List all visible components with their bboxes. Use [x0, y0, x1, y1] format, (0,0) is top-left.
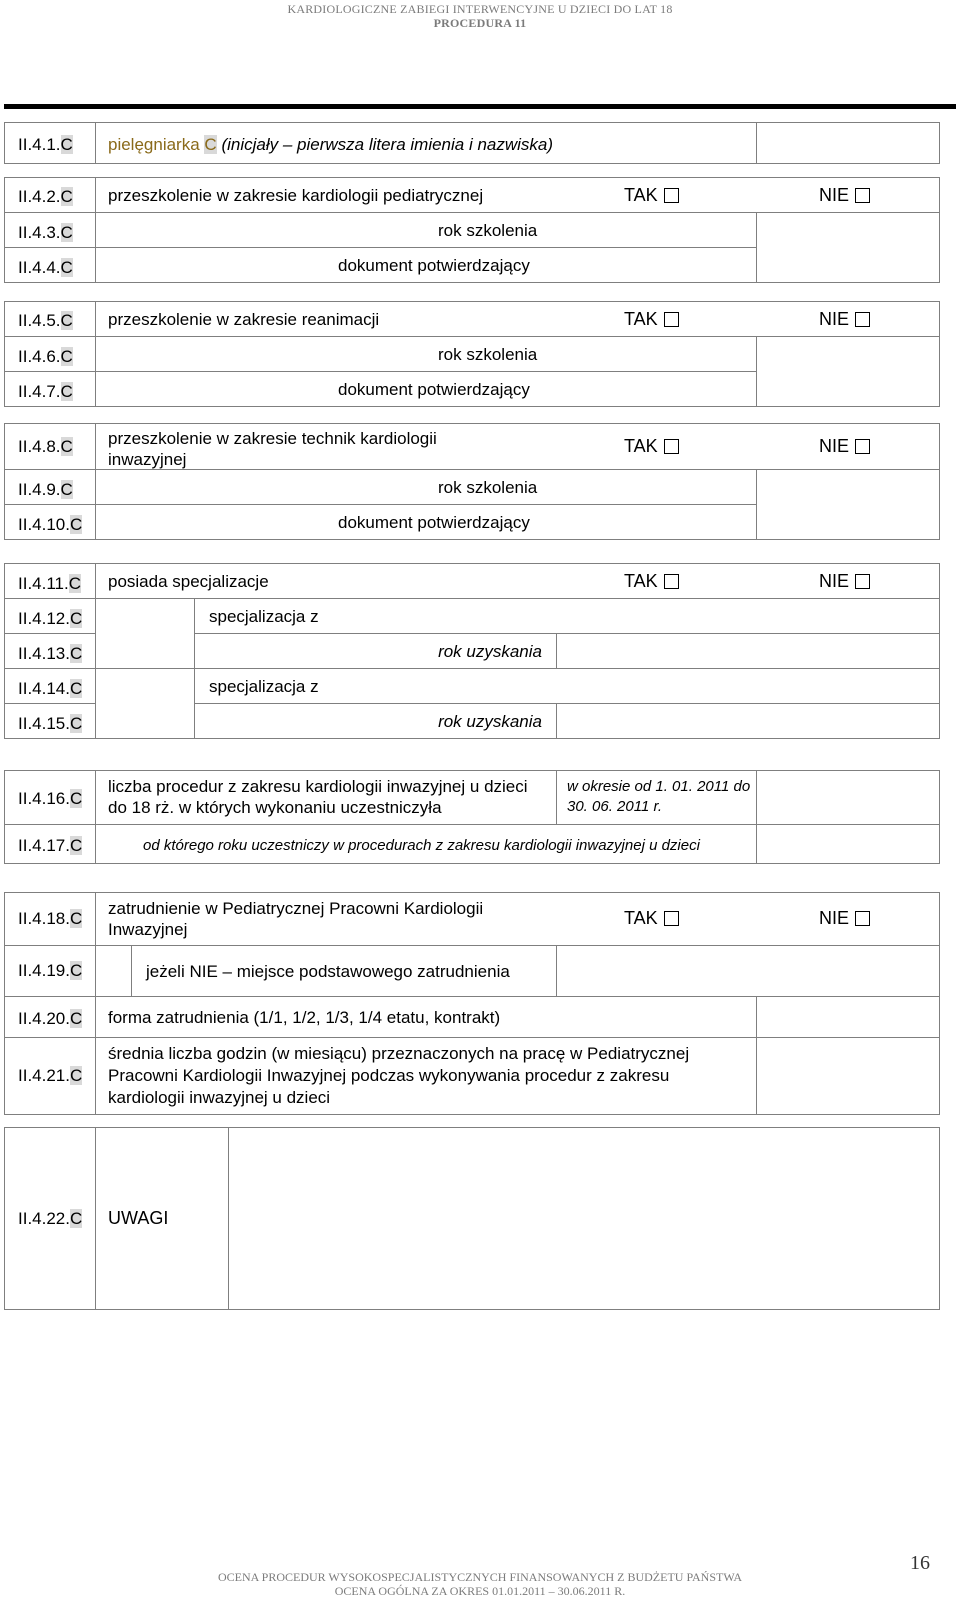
code-cell [4, 1037, 96, 1115]
no-option[interactable]: NIE [819, 436, 870, 457]
spacer-cell [95, 945, 132, 997]
period-cell [556, 770, 757, 825]
year-obtained-label: rok uzyskania [438, 712, 542, 731]
year-obtained-cell [194, 633, 557, 669]
code-label: II.4.4.C [18, 258, 73, 277]
main-employment-field[interactable] [556, 945, 940, 997]
code-label: II.4.17.C [18, 836, 83, 855]
doc-confirm-cell [95, 504, 757, 540]
training-year-label: rok szkolenia [438, 478, 538, 497]
code-label: II.4.16.C [18, 789, 83, 808]
doc-confirm-label: dokument potwierdzający [338, 256, 530, 275]
code-cell [4, 301, 96, 337]
doc-confirm-label: dokument potwierdzający [338, 380, 530, 399]
no-option[interactable]: NIE [819, 185, 870, 206]
employment-label: zatrudnienie w Pediatrycznej Pracowni Kardiologii Inwazyjnej [108, 899, 484, 939]
code-label: II.4.5.C [18, 311, 73, 330]
remarks-field[interactable] [228, 1127, 940, 1310]
code-label: II.4.11.C [18, 574, 81, 593]
checkbox-icon[interactable] [855, 911, 870, 926]
if-no-cell [131, 945, 557, 997]
spacer-cell [95, 598, 195, 669]
training-year-cell [95, 212, 757, 248]
avg-hours-label: średnia liczba godzin (w miesiącu) przeznaczonych na pracę w Pediatrycznej Pracowni Kardiologii Inwazyjnej podczas wykonywania procedur z zakresu kardiologii inwazyjnej u dzieci [108, 1044, 690, 1107]
no-option[interactable]: NIE [819, 309, 870, 330]
no-option[interactable]: NIE [819, 571, 870, 592]
checkbox-icon[interactable] [664, 574, 679, 589]
training-value-field[interactable] [756, 336, 940, 407]
training-reanimation-cell [95, 301, 940, 337]
training-year-label: rok szkolenia [438, 221, 538, 240]
checkbox-icon[interactable] [664, 188, 679, 203]
since-year-label: od którego roku uczestniczy w procedurach z zakresu kardiologii inwazyjnej u dzieci [143, 837, 700, 854]
header-title: KARDIOLOGICZNE ZABIEGI INTERWENCYJNE U DZIECI DO LAT 18 [287, 2, 673, 16]
header-procedure: PROCEDURA 11 [433, 16, 527, 30]
nurse-cell [95, 122, 757, 164]
year-obtained-field[interactable] [556, 703, 940, 739]
code-label: II.4.20.C [18, 1009, 83, 1028]
code-cell [4, 247, 96, 283]
employment-form-cell [95, 996, 757, 1038]
code-label: II.4.14.C [18, 679, 83, 698]
code-label: II.4.12.C [18, 609, 83, 628]
doc-confirm-cell [95, 247, 757, 283]
code-label: II.4.13.C [18, 644, 83, 663]
code-cell [4, 824, 96, 864]
avg-hours-cell [95, 1037, 757, 1115]
employment-form-field[interactable] [756, 996, 940, 1038]
code-label: II.4.2.C [18, 187, 73, 206]
yes-option[interactable]: TAK [624, 571, 679, 592]
code-cell [4, 668, 96, 704]
code-cell [4, 212, 96, 248]
training-year-cell [95, 469, 757, 505]
training-value-field[interactable] [756, 212, 940, 283]
procedures-count-field[interactable] [756, 770, 940, 825]
code-cell [4, 423, 96, 470]
remarks-label-cell [95, 1127, 229, 1310]
specialization-label: specjalizacja z [209, 607, 319, 626]
specialization-label: specjalizacja z [209, 677, 319, 696]
yes-option[interactable]: TAK [624, 908, 679, 929]
code-cell [4, 945, 96, 997]
code-cell [4, 1127, 96, 1310]
avg-hours-field[interactable] [756, 1037, 940, 1115]
code-cell [4, 892, 96, 946]
checkbox-icon[interactable] [855, 439, 870, 454]
checkbox-icon[interactable] [855, 188, 870, 203]
training-year-cell [95, 336, 757, 372]
procedures-count-cell [95, 770, 557, 825]
code-cell [4, 996, 96, 1038]
yes-option[interactable]: TAK [624, 309, 679, 330]
yes-option[interactable]: TAK [624, 185, 679, 206]
code-label: II.4.18.C [18, 909, 83, 928]
code-label: II.4.6.C [18, 347, 73, 366]
period-label: w okresie od 1. 01. 2011 do 30. 06. 2011 r. [567, 778, 751, 815]
year-obtained-label: rok uzyskania [438, 642, 542, 661]
code-label: II.4.9.C [18, 480, 73, 499]
employment-cell [95, 892, 940, 946]
code-cell [4, 703, 96, 739]
specialization-cell [194, 668, 940, 704]
has-specializations-cell [95, 563, 940, 599]
code-cell [4, 371, 96, 407]
nurse-value-field[interactable] [756, 122, 940, 164]
employment-form-label: forma zatrudnienia (1/1, 1/2, 1/3, 1/4 etatu, kontrakt) [108, 1008, 501, 1027]
training-pediatric-label: przeszkolenie w zakresie kardiologii pediatrycznej [108, 186, 484, 205]
code-label: II.4.19.C [18, 961, 83, 980]
year-obtained-cell [194, 703, 557, 739]
procedures-count-label: liczba procedur z zakresu kardiologii inwazyjnej u dzieci do 18 rż. w których wykonaniu uczestniczyła [108, 777, 528, 817]
spacer-cell [95, 668, 195, 739]
training-year-label: rok szkolenia [438, 345, 538, 364]
remarks-label: UWAGI [108, 1208, 169, 1228]
year-obtained-field[interactable] [556, 633, 940, 669]
since-year-field[interactable] [756, 824, 940, 864]
checkbox-icon[interactable] [664, 312, 679, 327]
code-cell [4, 336, 96, 372]
code-label: II.4.22.C [18, 1209, 83, 1228]
footer-line1: OCENA PROCEDUR WYSOKOSPECJALISTYCZNYCH FINANSOWANYCH Z BUDŻETU PAŃSTWA [217, 1570, 743, 1584]
no-option[interactable]: NIE [819, 908, 870, 929]
checkbox-icon[interactable] [855, 574, 870, 589]
training-technics-label: przeszkolenie w zakresie technik kardiologii inwazyjnej [108, 429, 437, 469]
page-number: 16 [910, 1552, 930, 1574]
code-cell [4, 598, 96, 634]
training-pediatric-cell [95, 177, 940, 213]
code-label: II.4.3.C [18, 223, 73, 242]
code-label: II.4.1.C [18, 135, 73, 154]
doc-confirm-cell [95, 371, 757, 407]
code-cell [4, 770, 96, 825]
code-cell [4, 633, 96, 669]
footer-line2: OCENA OGÓLNA ZA OKRES 01.01.2011 – 30.06.2011 R. [334, 1584, 626, 1598]
code-label: II.4.15.C [18, 714, 83, 733]
code-cell [4, 469, 96, 505]
doc-confirm-label: dokument potwierdzający [338, 513, 530, 532]
training-value-field[interactable] [756, 469, 940, 540]
nurse-label: pielęgniarka C (inicjały – pierwsza litera imienia i nazwiska) [108, 135, 554, 154]
specialization-cell [194, 598, 940, 634]
code-cell [4, 122, 96, 164]
code-label: II.4.8.C [18, 437, 73, 456]
if-no-label: jeżeli NIE – miejsce podstawowego zatrudnienia [146, 962, 510, 981]
yes-option[interactable]: TAK [624, 436, 679, 457]
has-specializations-label: posiada specjalizacje [108, 572, 269, 591]
training-technics-cell [95, 423, 940, 470]
code-cell [4, 504, 96, 540]
checkbox-icon[interactable] [664, 439, 679, 454]
code-cell [4, 563, 96, 599]
training-reanimation-label: przeszkolenie w zakresie reanimacji [108, 310, 380, 329]
code-label: II.4.10.C [18, 515, 83, 534]
checkbox-icon[interactable] [664, 911, 679, 926]
since-year-cell [95, 824, 757, 864]
code-label: II.4.21.C [18, 1066, 83, 1085]
code-label: II.4.7.C [18, 382, 73, 401]
header-rule [4, 104, 956, 109]
checkbox-icon[interactable] [855, 312, 870, 327]
code-cell [4, 177, 96, 213]
